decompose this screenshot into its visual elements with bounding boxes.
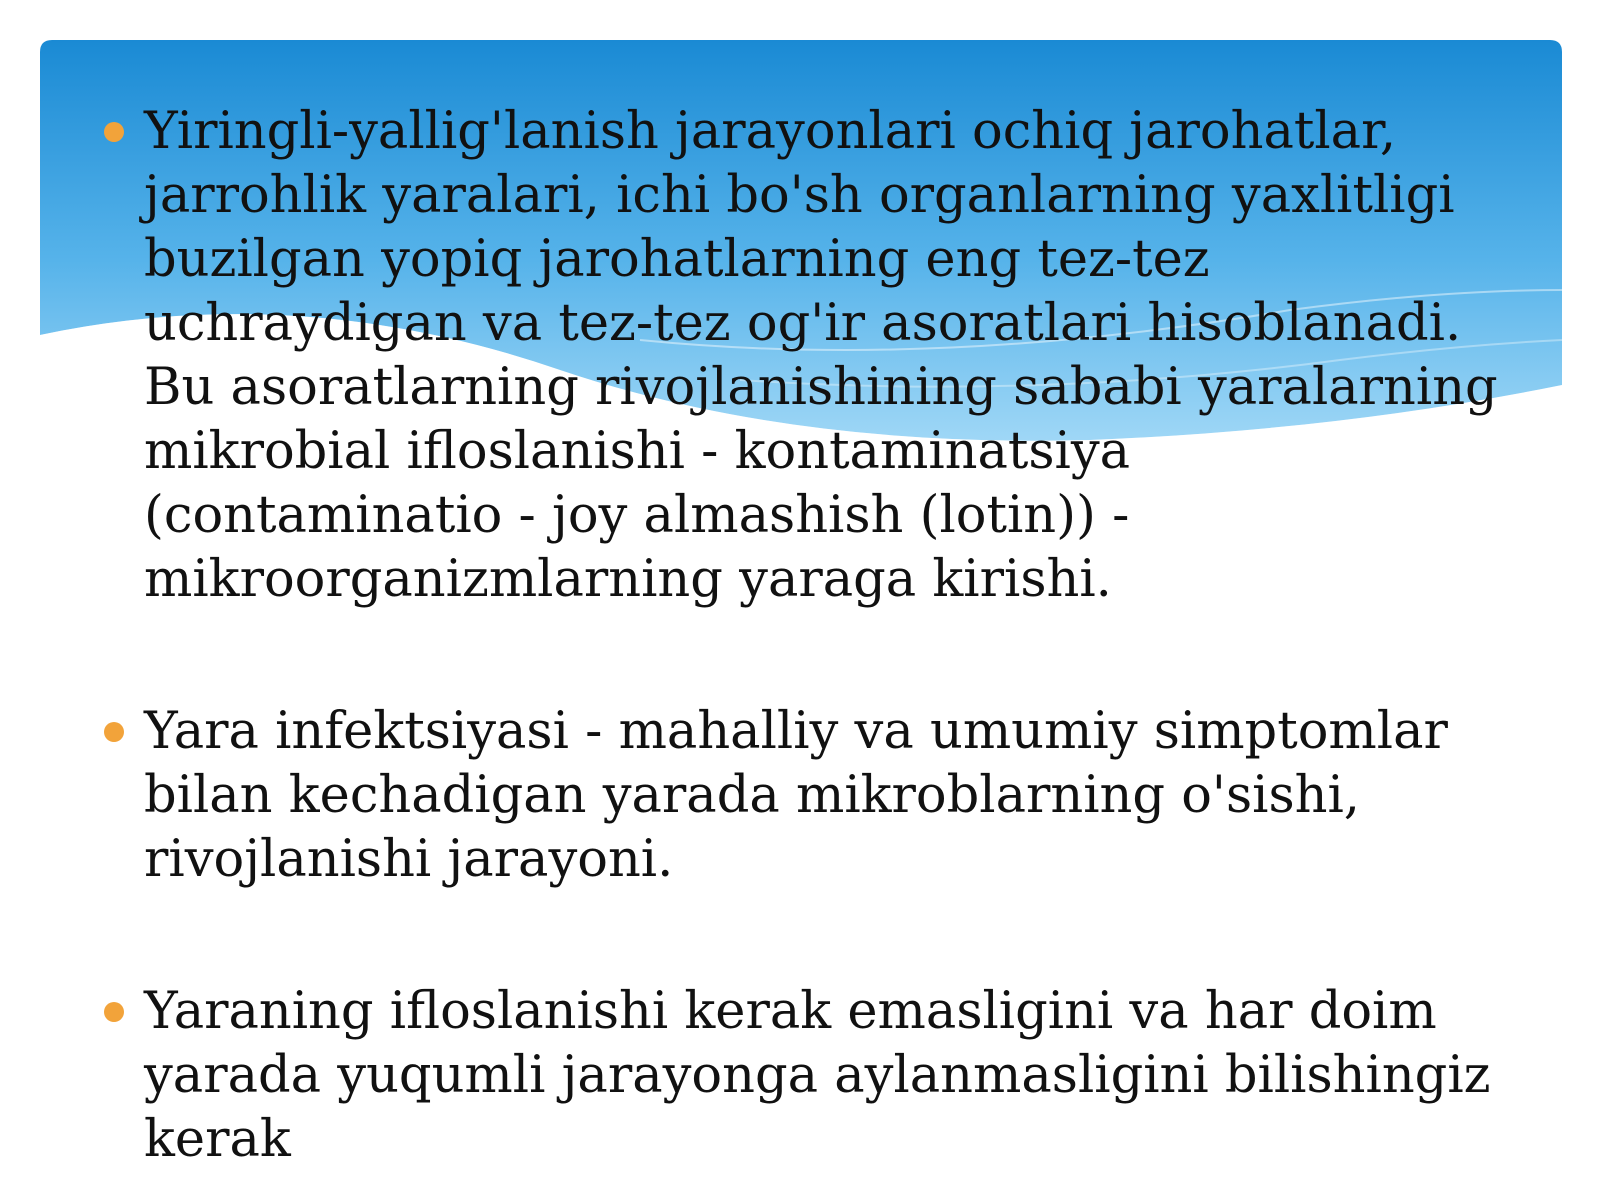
bullet-text: Yaraning ifloslanishi kerak emasligini va har doim yarada yuqumli jarayonga aylanmasligini bilishingiz kerak — [144, 982, 1491, 1169]
bullet-item-3 — [104, 980, 1504, 1172]
bullet-item-1 — [104, 100, 1504, 612]
bullet-dot-icon — [104, 722, 124, 742]
bullet-dot-icon — [104, 1002, 124, 1022]
bullet-dot-icon — [104, 122, 124, 142]
bullet-item-2 — [104, 700, 1504, 892]
bullet-list — [104, 100, 1504, 1172]
bullet-text: Yiringli-yallig'lanish jarayonlari ochiq jarohatlar, jarrohlik yaralari, ichi bo'sh organlarning yaxlitligi buzilgan yopiq jarohatlarning eng tez-tez uchraydigan va tez-tez og'ir asoratlari hisoblanadi. Bu asoratlarning rivojlanishining sababi yaralarning mikrobial ifloslanishi - kontaminatsiya (contaminatio - joy almashish (lotin)) - mikroorganizmlarning yaraga kirishi. — [144, 102, 1498, 609]
bullet-text: Yara infektsiyasi - mahalliy va umumiy simptomlar bilan kechadigan yarada mikroblarning o'sishi, rivojlanishi jarayoni. — [144, 702, 1448, 889]
